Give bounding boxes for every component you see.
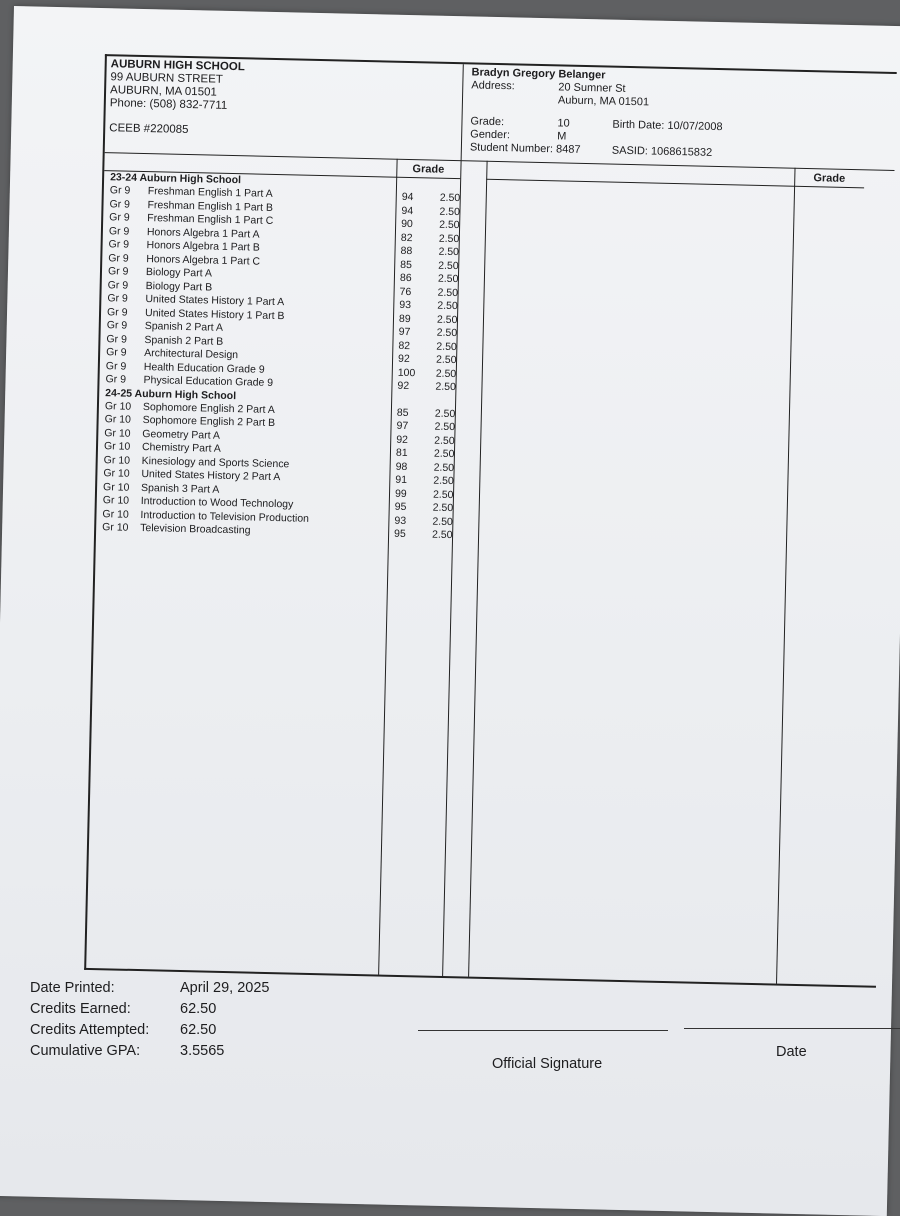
course-grade: 94	[401, 190, 414, 204]
grade-level-cell: Gr 9	[105, 359, 127, 373]
course-name: Chemistry Part A	[141, 441, 221, 455]
course-name: Physical Education Grade 9	[143, 374, 274, 389]
course-credits: 2.50	[439, 191, 461, 205]
official-signature-label: Official Signature	[492, 1056, 603, 1072]
course-credits: 2.50	[434, 434, 455, 447]
credits-attempted: 62.50	[180, 1022, 217, 1038]
course-grade: 85	[396, 406, 409, 419]
course-name: Geometry Part A	[142, 427, 221, 442]
gender-value: M	[557, 130, 567, 143]
grade-level-cell: Gr 10	[104, 399, 132, 413]
grade-level-cell: Gr 9	[105, 373, 127, 386]
course-name: Sophomore English 2 Part A	[142, 400, 275, 416]
grade-level-cell: Gr 10	[102, 494, 130, 507]
grade-level-cell: Gr 9	[109, 211, 130, 224]
course-credits: 2.50	[436, 326, 458, 340]
course-credits: 2.50	[432, 515, 453, 528]
course-grade: 98	[395, 460, 408, 473]
course-grade: 86	[399, 271, 412, 285]
course-name: Introduction to Television Production	[140, 508, 310, 525]
address-line1: 20 Sumner St	[558, 81, 626, 95]
course-name: Honors Algebra 1 Part A	[146, 225, 260, 241]
address-line2: Auburn, MA 01501	[557, 94, 650, 109]
course-name: United States History 1 Part A	[145, 293, 285, 309]
course-name: Architectural Design	[144, 347, 239, 362]
course-name: Biology Part B	[145, 279, 213, 294]
birth-date: Birth Date: 10/07/2008	[612, 118, 723, 134]
course-credits: 2.50	[439, 205, 461, 218]
course-grade: 88	[400, 244, 413, 258]
credits-attempted-label: Credits Attempted:	[30, 1022, 150, 1038]
course-name: Biology Part A	[145, 266, 213, 280]
course-name: Honors Algebra 1 Part C	[146, 252, 261, 268]
course-credits: 2.50	[436, 340, 457, 353]
student-name: Bradyn Gregory Belanger	[471, 66, 606, 82]
course-credits: 2.50	[439, 218, 460, 232]
course-grade: 100	[397, 366, 416, 379]
course-name: Honors Algebra 1 Part B	[146, 239, 260, 254]
transcript-frame	[84, 54, 897, 988]
course-credits: 2.50	[432, 501, 454, 515]
cumulative-gpa: 3.5565	[180, 1043, 225, 1059]
course-grade: 97	[396, 419, 409, 433]
course-name: Freshman English 1 Part A	[147, 185, 273, 200]
grade-level-cell: Gr 10	[102, 480, 130, 494]
grade-level-cell: Gr 9	[108, 238, 130, 251]
grade-level-cell: Gr 9	[107, 278, 129, 292]
grade-column-divider-mid	[468, 161, 488, 977]
course-grade: 82	[398, 339, 411, 352]
course-credits: 2.50	[434, 420, 456, 434]
school-info	[109, 58, 463, 162]
grade-level-cell: Gr 9	[106, 346, 127, 359]
course-grade: 90	[401, 217, 413, 231]
date-printed: April 29, 2025	[180, 980, 270, 996]
course-name: Freshman English 1 Part B	[147, 198, 274, 214]
grade-level-cell: Gr 10	[104, 413, 132, 426]
grade-label: Grade:	[470, 115, 505, 129]
course-name: Freshman English 1 Part C	[147, 212, 274, 227]
school-street: 99 AUBURN STREET	[110, 71, 224, 86]
gender-label: Gender:	[470, 128, 511, 142]
course-name: Spanish 3 Part A	[140, 481, 220, 496]
grade-level-cell: Gr 9	[108, 224, 130, 238]
course-grade: 91	[395, 473, 408, 487]
grade-level-cell: Gr 10	[104, 426, 131, 440]
course-credits: 2.50	[433, 447, 455, 461]
signature-date-label: Date	[776, 1044, 807, 1060]
course-grade: 99	[394, 487, 407, 500]
course-credits: 2.50	[435, 367, 457, 380]
course-grade: 92	[396, 433, 409, 446]
grade-level-cell: Gr 9	[109, 197, 131, 211]
grade-level-cell: Gr 10	[103, 467, 130, 480]
term-heading: 24-25 Auburn High School	[105, 386, 237, 402]
grade-level-cell: Gr 9	[107, 292, 128, 305]
course-credits: 2.50	[438, 259, 459, 272]
course-credits: 2.50	[431, 528, 453, 542]
course-credits: 2.50	[437, 272, 459, 286]
signature-line	[418, 1030, 668, 1031]
course-credits: 2.50	[433, 474, 454, 488]
address-label: Address:	[471, 79, 515, 93]
grade-level-cell: Gr 9	[106, 332, 128, 346]
grade-level-cell: Gr 9	[108, 251, 129, 265]
course-credits: 2.50	[437, 286, 459, 299]
course-grade: 94	[401, 204, 414, 217]
course-name: Health Education Grade 9	[143, 360, 265, 376]
course-grade: 93	[399, 298, 412, 312]
grade-level-cell: Gr 9	[107, 265, 129, 278]
grade-column-header-right: Grade	[813, 172, 846, 185]
course-grade: 89	[398, 312, 411, 325]
grade-level: 10	[557, 117, 570, 130]
course-credits: 2.50	[437, 299, 458, 313]
grade-level-cell: Gr 10	[103, 453, 131, 467]
course-name: United States History 1 Part B	[144, 306, 285, 322]
course-grade: 81	[395, 446, 408, 460]
course-credits: 2.50	[438, 245, 460, 259]
grade-level-cell: Gr 10	[103, 440, 131, 453]
course-grade: 85	[400, 258, 413, 271]
course-grade: 82	[400, 231, 413, 244]
course-grade: 92	[397, 352, 410, 366]
ceeb-code: CEEB #220085	[109, 122, 189, 136]
course-name: Kinesiology and Sports Science	[141, 454, 290, 470]
grade-level-cell: Gr 9	[109, 184, 131, 197]
course-grade: 92	[397, 379, 410, 393]
course-credits: 2.50	[435, 353, 457, 367]
course-grade: 93	[394, 514, 407, 527]
grade-level-cell: Gr 9	[106, 319, 128, 332]
sasid: SASID: 1068615832	[611, 144, 713, 159]
course-name: Sophomore English 2 Part B	[142, 414, 276, 430]
transcript-summary	[30, 978, 269, 1062]
credits-earned: 62.50	[180, 1001, 217, 1017]
date-line	[684, 1028, 900, 1029]
course-credits: 2.50	[438, 232, 460, 245]
student-info	[461, 64, 898, 170]
course-credits: 2.50	[436, 313, 458, 326]
student-number: Student Number: 8487	[469, 141, 581, 156]
gpa-label: Cumulative GPA:	[30, 1043, 141, 1059]
course-name: United States History 2 Part A	[141, 468, 281, 484]
course-grade: 95	[393, 527, 406, 541]
course-name: Television Broadcasting	[140, 521, 251, 537]
course-credits: 2.50	[435, 380, 457, 394]
course-grade: 76	[399, 285, 412, 298]
credits-earned-label: Credits Earned:	[30, 1001, 131, 1017]
course-name: Spanish 2 Part A	[144, 320, 224, 334]
course-credits: 2.50	[434, 407, 456, 420]
course-grade: 95	[394, 500, 407, 514]
course-name: Spanish 2 Part B	[144, 333, 224, 348]
school-city: AUBURN, MA 01501	[109, 84, 217, 99]
school-name: AUBURN HIGH SCHOOL	[110, 58, 245, 74]
grade-level-cell: Gr 10	[102, 521, 129, 534]
grade-level-cell: Gr 10	[102, 507, 129, 521]
grade-column-header-left: Grade	[412, 163, 445, 176]
term-heading: 23-24 Auburn High School	[110, 171, 242, 187]
course-list	[96, 171, 460, 542]
course-grade: 97	[398, 325, 411, 339]
course-credits: 2.50	[432, 488, 454, 501]
grade-column-divider-right	[776, 168, 796, 984]
school-phone: Phone: (508) 832-7711	[109, 97, 228, 112]
course-credits: 2.50	[433, 461, 455, 474]
grade-level-cell: Gr 9	[106, 305, 128, 319]
date-printed-label: Date Printed:	[30, 980, 115, 996]
course-name: Introduction to Wood Technology	[140, 495, 294, 511]
